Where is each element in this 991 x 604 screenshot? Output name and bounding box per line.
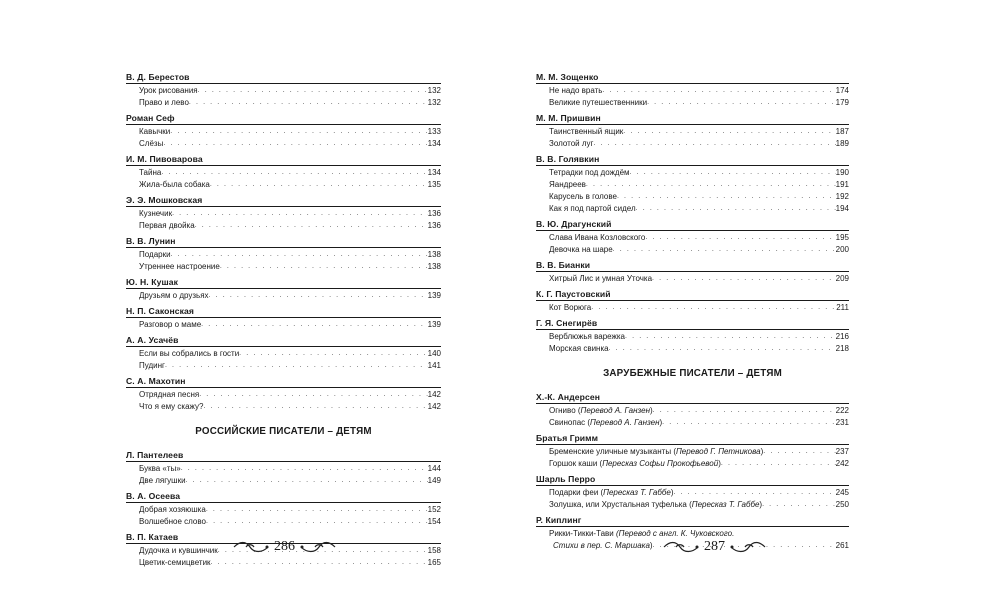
author-heading: Л. Пантелеев: [126, 446, 441, 462]
left-page-contents: [126, 68, 441, 569]
entry-title: Горшок каши: [549, 459, 598, 468]
toc-entry: [536, 191, 849, 203]
author-heading: В. А. Осеева: [126, 487, 441, 503]
toc-entry: [126, 475, 441, 487]
entry-label: [139, 167, 161, 179]
page-number: 179: [835, 98, 849, 107]
entry-title: Таинственный ящик: [549, 127, 624, 136]
leader-dots: [210, 179, 428, 191]
toc-entry: [126, 348, 441, 360]
page-number: 141: [427, 361, 441, 370]
entry-label: Бременские уличные музыканты (Перевод Г. Петникова): [549, 447, 764, 456]
page-number: 189: [835, 139, 849, 148]
leader-dots: [613, 244, 836, 256]
toc-entry: [126, 208, 441, 220]
page-number: 242: [835, 459, 849, 468]
leader-dots: [163, 138, 427, 150]
page-number: 134: [427, 168, 441, 177]
page-number: 132: [427, 86, 441, 95]
leader-dots: [602, 85, 835, 97]
toc-entry: [126, 179, 441, 191]
entry-title: Свинопас: [549, 418, 586, 427]
toc-entry: [536, 405, 849, 417]
page-number: 190: [835, 168, 849, 177]
entry-label: Свинопас (Перевод А. Ганзен): [549, 418, 663, 427]
entry-label: [139, 97, 189, 109]
author-heading: В. В. Голявкин: [536, 150, 849, 166]
author-heading: Роман Сеф: [126, 109, 441, 125]
page-number: 194: [835, 204, 849, 213]
page-number: 237: [835, 447, 849, 456]
entry-label: [139, 401, 203, 413]
author-heading: Э. Э. Мошковская: [126, 191, 441, 207]
entry-note: Перевод А. Ганзен: [590, 418, 660, 427]
entry-label: [139, 545, 218, 557]
entry-title: Друзьям о друзьях: [139, 291, 209, 300]
toc-entry: [536, 85, 849, 97]
entry-title: Урок рисования: [139, 86, 198, 95]
entry-label: [139, 516, 206, 528]
entry-note: Пересказ Софьи Прокофьевой: [602, 459, 719, 468]
leader-dots: [186, 475, 428, 487]
leader-dots: [636, 203, 836, 215]
left-page-number: [232, 537, 337, 557]
entry-title: Жила-была собака: [139, 180, 210, 189]
toc-entry: [126, 126, 441, 138]
page-number: 209: [835, 274, 849, 283]
toc-entry: [536, 458, 849, 470]
entry-label: [139, 220, 195, 232]
entry-title: Право и лево: [139, 98, 189, 107]
author-heading: К. Г. Паустовский: [536, 285, 849, 301]
leader-dots: [171, 249, 428, 261]
page-number: 152: [427, 505, 441, 514]
leader-dots: [203, 401, 427, 413]
entry-note: Пересказ Т. Габбе: [603, 488, 671, 497]
entry-title: Подарки: [139, 250, 171, 259]
leader-dots: [172, 208, 428, 220]
author-heading: В. Д. Берестов: [126, 68, 441, 84]
leader-dots: [674, 487, 836, 499]
author-heading: Х.-К. Андерсен: [536, 388, 849, 404]
leader-dots: [165, 360, 428, 372]
toc-entry: [126, 290, 441, 302]
toc-entry: [536, 273, 849, 285]
toc-entry: [536, 203, 849, 215]
entry-title: Если вы собрались в гости: [139, 349, 240, 358]
leader-dots: [195, 220, 428, 232]
author-heading: И. М. Пивоварова: [126, 150, 441, 166]
author-heading: В. В. Лунин: [126, 232, 441, 248]
entry-label: [139, 85, 198, 97]
leader-dots: [609, 343, 836, 355]
toc-entry: [126, 389, 441, 401]
toc-entry: [536, 138, 849, 150]
entry-title: Добрая хозяюшка: [139, 505, 206, 514]
toc-entry: [126, 557, 441, 569]
entry-title: Как я под партой сидел: [549, 204, 636, 213]
page-number: 136: [427, 221, 441, 230]
page-number: 138: [427, 262, 441, 271]
entry-label: [139, 463, 181, 475]
page-number: 154: [427, 517, 441, 526]
entry-title: Цветик-семицветик: [139, 558, 211, 567]
entry-label: [139, 504, 206, 516]
toc-entry: [536, 244, 849, 256]
page-number: 245: [835, 488, 849, 497]
leader-dots: [209, 290, 428, 302]
leader-dots: [721, 458, 836, 470]
page-number: 231: [835, 418, 849, 427]
entry-label: [139, 249, 171, 261]
entry-title: Кавычки: [139, 127, 171, 136]
toc-entry: [536, 343, 849, 355]
entry-label: [139, 126, 170, 138]
leader-dots: [220, 261, 428, 273]
leader-dots: [762, 499, 836, 511]
right-folio-text: 287: [704, 539, 725, 554]
entry-label: [549, 331, 625, 343]
entry-title: Слёзы: [139, 139, 164, 148]
entry-label: Подарки феи (Пересказ Т. Габбе): [549, 488, 674, 497]
entry-title: Первая двойка: [139, 221, 195, 230]
toc-entry: [536, 331, 849, 343]
author-heading: С. А. Махотин: [126, 372, 441, 388]
entry-note-cont: Стихи в пер. С. Маршака): [553, 541, 653, 550]
entry-title: Девочка на шаре: [549, 245, 613, 254]
toc-entry: [536, 167, 849, 179]
page-number: 136: [427, 209, 441, 218]
page-number: 132: [427, 98, 441, 107]
entry-note: Перевод с англ. К. Чуковского.: [618, 529, 735, 538]
entry-label: [139, 138, 163, 150]
entry-title: Золушка, или Хрустальная туфелька: [549, 500, 687, 509]
author-heading: Ю. Н. Кушак: [126, 273, 441, 289]
page-number: 216: [835, 332, 849, 341]
entry-title: Пудинг: [139, 361, 165, 370]
page-number: 200: [835, 245, 849, 254]
toc-entry: [126, 261, 441, 273]
entry-label: [549, 179, 586, 191]
left-ornament-icon: [232, 541, 270, 553]
author-heading: Н. П. Саконская: [126, 302, 441, 318]
entry-title-line: Рикки-Тикки-Тави (Перевод с англ. К. Чуковского.: [549, 529, 735, 538]
leader-dots: [239, 348, 427, 360]
leader-dots: [199, 389, 427, 401]
entry-title: Рикки-Тикки-Тави: [549, 529, 614, 538]
entry-label: [549, 232, 645, 244]
page-number: 142: [427, 402, 441, 411]
entry-note: Перевод А. Ганзен: [580, 406, 650, 415]
page-number: 158: [427, 546, 441, 555]
leader-dots: [591, 302, 836, 314]
entry-title: Карусель в голове: [549, 192, 617, 201]
entry-label: [549, 85, 602, 97]
toc-entry: [536, 302, 849, 314]
section-title: РОССИЙСКИЕ ПИСАТЕЛИ – ДЕТЯМ: [195, 426, 372, 437]
page-number: 139: [427, 320, 441, 329]
left-ornament-right-icon: [299, 541, 337, 553]
entry-label: [549, 126, 623, 138]
author-heading: В. П. Катаев: [126, 528, 441, 544]
author-heading: М. М. Зощенко: [536, 68, 849, 84]
leader-dots: [586, 179, 836, 191]
entry-label: [549, 302, 591, 314]
leader-dots: [198, 85, 428, 97]
entry-title: Тетрадки под дождём: [549, 168, 630, 177]
page-number: 134: [427, 139, 441, 148]
entry-title: Что я ему скажу?: [139, 402, 204, 411]
entry-title: Разговор о маме: [139, 320, 202, 329]
page-number: 174: [835, 86, 849, 95]
entry-label: [549, 138, 593, 150]
page-number: 191: [835, 180, 849, 189]
author-heading: М. М. Пришвин: [536, 109, 849, 125]
entry-title: Золотой луг: [549, 139, 594, 148]
author-heading: Братья Гримм: [536, 429, 849, 445]
leader-dots: [623, 126, 835, 138]
page-number: 133: [427, 127, 441, 136]
entry-title: Две лягушки: [139, 476, 186, 485]
entry-title: Кузнечик: [139, 209, 173, 218]
page-number: 211: [836, 303, 849, 312]
entry-label: [549, 244, 613, 256]
entry-label: Огниво (Перевод А. Ганзен): [549, 406, 653, 415]
right-ornament-icon: [662, 541, 700, 553]
leader-dots: [645, 232, 835, 244]
right-ornament-right-icon: [729, 541, 767, 553]
toc-entry: [536, 126, 849, 138]
leader-dots: [625, 331, 836, 343]
page-number: 140: [427, 349, 441, 358]
author-heading: Г. Я. Снегирёв: [536, 314, 849, 330]
entry-label: [139, 557, 211, 569]
entry-label: [549, 97, 647, 109]
entry-label: [549, 343, 609, 355]
entry-title: Великие путешественники: [549, 98, 648, 107]
entry-label: [549, 167, 630, 179]
leader-dots: [206, 516, 428, 528]
toc-entry: [126, 167, 441, 179]
leader-dots: [189, 97, 428, 109]
entry-label: [139, 360, 165, 372]
toc-entry: [536, 499, 849, 511]
leader-dots: [170, 126, 427, 138]
page-number: 192: [835, 192, 849, 201]
entry-title: Яандреев: [549, 180, 586, 189]
author-heading: В. Ю. Драгунский: [536, 215, 849, 231]
entry-label: [549, 273, 652, 285]
entry-label: [139, 208, 172, 220]
leader-dots: [617, 191, 836, 203]
entry-title: Бременские уличные музыканты: [549, 447, 672, 456]
leader-dots: [211, 557, 428, 569]
entry-label: [139, 475, 186, 487]
entry-title: Огниво: [549, 406, 576, 415]
toc-entry: [126, 220, 441, 232]
toc-entry: [126, 504, 441, 516]
toc-entry: [536, 179, 849, 191]
leader-dots: [593, 138, 835, 150]
leader-dots: [181, 463, 428, 475]
entry-note: Перевод Г. Петникова: [675, 447, 761, 456]
entry-label: [139, 179, 210, 191]
entry-title: Кот Ворюга: [549, 303, 592, 312]
leader-dots: [647, 97, 836, 109]
toc-entry: [126, 401, 441, 413]
toc-entry: [536, 446, 849, 458]
entry-title: Волшебное слово: [139, 517, 206, 526]
leader-dots: [201, 319, 428, 331]
author-heading: Р. Киплинг: [536, 511, 849, 527]
toc-entry: [126, 85, 441, 97]
toc-entry: [536, 487, 849, 499]
entry-title: Хитрый Лис и умная Уточка: [549, 274, 653, 283]
entry-label: [549, 203, 636, 215]
entry-label: [139, 261, 220, 273]
leader-dots: [161, 167, 427, 179]
entry-title: Верблюжья варежка: [549, 332, 626, 341]
toc-entry: [126, 463, 441, 475]
page-number: 195: [835, 233, 849, 242]
section-title: ЗАРУБЕЖНЫЕ ПИСАТЕЛИ – ДЕТЯМ: [603, 368, 782, 379]
page-number: 139: [427, 291, 441, 300]
entry-label: Горшок каши (Пересказ Софьи Прокофьевой): [549, 459, 721, 468]
leader-dots: [653, 405, 836, 417]
entry-note: Пересказ Т. Габбе: [691, 500, 760, 509]
entry-title: Подарки феи: [549, 488, 599, 497]
entry-title: Не надо врать: [549, 86, 603, 95]
toc-entry: [126, 516, 441, 528]
leader-dots: [662, 417, 835, 429]
page-number: 187: [835, 127, 849, 136]
right-page-number: [662, 537, 767, 557]
entry-label: [139, 348, 239, 360]
page-number: 138: [427, 250, 441, 259]
entry-title: Отрядная песня: [139, 390, 200, 399]
entry-note: Стихи в пер. С. Маршака: [553, 541, 650, 550]
entry-title: Дудочка и кувшинчик: [139, 546, 218, 555]
entry-title: Морская свинка: [549, 344, 609, 353]
leader-dots: [630, 167, 836, 179]
toc-entry: [536, 417, 849, 429]
author-heading: Шарль Перро: [536, 470, 849, 486]
page-number: 142: [427, 390, 441, 399]
page-number: 222: [835, 406, 849, 415]
entry-label: Золушка, или Хрустальная туфелька (Пересказ Т. Габбе): [549, 500, 763, 509]
entry-title: Слава Ивана Козловского: [549, 233, 646, 242]
page-number: 149: [427, 476, 441, 485]
toc-entry: [126, 249, 441, 261]
entry-label: [139, 319, 201, 331]
page-number: 261: [835, 541, 849, 550]
left-folio-text: 286: [274, 539, 295, 554]
author-heading: А. А. Усачёв: [126, 331, 441, 347]
entry-label: [549, 191, 617, 203]
leader-dots: [763, 446, 835, 458]
entry-title: Тайна: [139, 168, 162, 177]
page-number: 135: [427, 180, 441, 189]
page-number: 218: [835, 344, 849, 353]
toc-entry: [126, 138, 441, 150]
leader-dots: [652, 273, 836, 285]
leader-dots: [206, 504, 428, 516]
toc-entry: [536, 232, 849, 244]
toc-entry: [536, 97, 849, 109]
toc-entry: [126, 97, 441, 109]
entry-label: [139, 389, 199, 401]
page-number: 144: [427, 464, 441, 473]
right-page-contents: [536, 68, 849, 552]
entry-title: Утреннее настроение: [139, 262, 220, 271]
page-number: 250: [835, 500, 849, 509]
author-heading: В. В. Бианки: [536, 256, 849, 272]
page-number: 165: [427, 558, 441, 567]
toc-entry: [126, 319, 441, 331]
entry-label: [139, 290, 209, 302]
entry-title: Буква «ты»: [139, 464, 181, 473]
toc-entry: [126, 360, 441, 372]
